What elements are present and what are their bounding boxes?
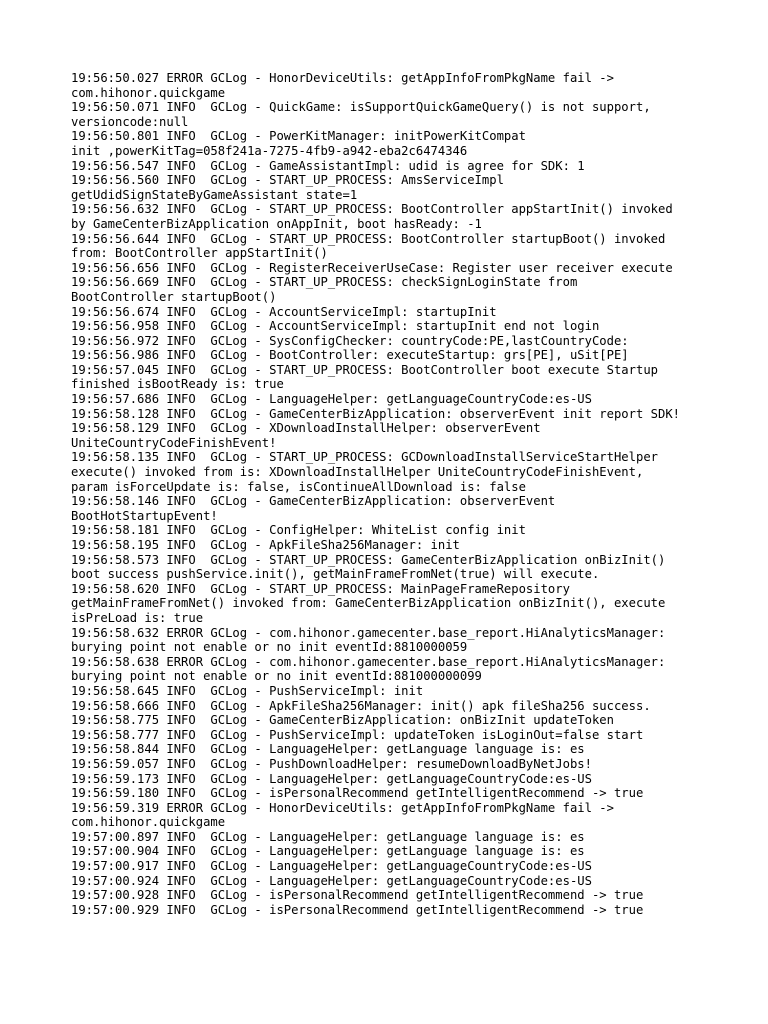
- log-line: from: BootController appStartInit(): [71, 246, 328, 261]
- log-line: getUdidSignStateByGameAssistant state=1: [71, 187, 358, 202]
- log-line: BootController startupBoot(): [71, 289, 277, 304]
- log-line: 19:56:58.638 ERROR GCLog - com.hihonor.gamecenter.base_report.HiAnalyticsManager:: [71, 654, 666, 669]
- log-line: 19:56:50.027 ERROR GCLog - HonorDeviceUtils: getAppInfoFromPkgName fail ->: [71, 71, 614, 85]
- log-line: 19:56:58.146 INFO GCLog - GameCenterBizApplication: observerEvent: [71, 494, 556, 509]
- log-line: 19:56:58.135 INFO GCLog - START_UP_PROCESS: GCDownloadInstallServiceStartHelper: [71, 450, 658, 465]
- log-line: 19:56:57.686 INFO GCLog - LanguageHelper: getLanguageCountryCode:es-US: [71, 392, 592, 407]
- log-line: 19:56:56.958 INFO GCLog - AccountServiceImpl: startupInit end not login: [71, 319, 600, 334]
- log-line: 19:56:58.620 INFO GCLog - START_UP_PROCESS: MainPageFrameRepository: [71, 581, 570, 596]
- log-line: 19:57:00.917 INFO GCLog - LanguageHelper: getLanguageCountryCode:es-US: [71, 859, 592, 874]
- log-line: BootHotStartupEvent!: [71, 508, 218, 523]
- log-line: 19:56:59.319 ERROR GCLog - HonorDeviceUtils: getAppInfoFromPkgName fail ->: [71, 800, 614, 815]
- log-line: getMainFrameFromNet() invoked from: GameCenterBizApplication onBizInit(), execute: [71, 596, 666, 611]
- log-line: 19:56:56.547 INFO GCLog - GameAssistantImpl: udid is agree for SDK: 1: [71, 158, 585, 173]
- log-line: 19:56:58.573 INFO GCLog - START_UP_PROCESS: GameCenterBizApplication onBizInit(): [71, 552, 666, 567]
- log-document: [71, 71, 731, 917]
- log-line: 19:56:56.656 INFO GCLog - RegisterReceiverUseCase: Register user receiver execute: [71, 260, 673, 275]
- log-line: 19:56:56.632 INFO GCLog - START_UP_PROCESS: BootController appStartInit() invoked: [71, 202, 673, 217]
- log-line: 19:56:58.195 INFO GCLog - ApkFileSha256Manager: init: [71, 538, 460, 552]
- log-line: 19:56:56.986 INFO GCLog - BootController: executeStartup: grs[PE], uSit[PE]: [71, 348, 629, 363]
- log-line: 19:56:50.071 INFO GCLog - QuickGame: isSupportQuickGameQuery() is not support,: [71, 100, 651, 115]
- log-line: 19:56:59.173 INFO GCLog - LanguageHelper: getLanguageCountryCode:es-US: [71, 771, 592, 786]
- log-line: 19:56:58.775 INFO GCLog - GameCenterBizApplication: onBizInit updateToken: [71, 713, 614, 728]
- log-line: 19:56:59.180 INFO GCLog - isPersonalRecommend getIntelligentRecommend -> true: [71, 786, 644, 801]
- log-line: UniteCountryCodeFinishEvent!: [71, 435, 277, 450]
- log-line: 19:57:00.904 INFO GCLog - LanguageHelper: getLanguage language is: es: [71, 844, 585, 859]
- log-line: isPreLoad is: true: [71, 610, 204, 625]
- log-line: 19:57:00.929 INFO GCLog - isPersonalRecommend getIntelligentRecommend -> true: [71, 902, 644, 917]
- log-line: 19:56:58.129 INFO GCLog - XDownloadInstallHelper: observerEvent: [71, 421, 541, 436]
- log-line: finished isBootReady is: true: [71, 377, 284, 392]
- log-line: 19:56:58.645 INFO GCLog - PushServiceImpl: init: [71, 683, 424, 698]
- log-line: burying point not enable or no init eventId:8810000059: [71, 640, 468, 655]
- log-line: burying point not enable or no init eventId:881000000099: [71, 669, 482, 684]
- log-line: 19:56:58.632 ERROR GCLog - com.hihonor.gamecenter.base_report.HiAnalyticsManager:: [71, 625, 666, 640]
- log-line: 19:56:57.045 INFO GCLog - START_UP_PROCESS: BootController boot execute Startup: [71, 362, 658, 377]
- log-line: 19:56:58.128 INFO GCLog - GameCenterBizApplication: observerEvent init report SDK!: [71, 406, 681, 421]
- log-line: 19:56:58.181 INFO GCLog - ConfigHelper: WhiteList config init: [71, 523, 526, 538]
- log-line: init ,powerKitTag=058f241a-7275-4fb9-a942-eba2c6474346: [71, 143, 468, 158]
- log-line: boot success pushService.init(), getMainFrameFromNet(true) will execute.: [71, 567, 600, 582]
- log-line: 19:56:56.972 INFO GCLog - SysConfigChecker: countryCode:PE,lastCountryCode:: [71, 333, 629, 348]
- log-line: 19:56:56.644 INFO GCLog - START_UP_PROCESS: BootController startupBoot() invoked: [71, 231, 666, 246]
- log-line: com.hihonor.quickgame: [71, 85, 226, 100]
- log-line: 19:56:58.666 INFO GCLog - ApkFileSha256Manager: init() apk fileSha256 success.: [71, 698, 651, 713]
- log-line: 19:56:56.560 INFO GCLog - START_UP_PROCESS: AmsServiceImpl: [71, 173, 504, 188]
- log-line: 19:57:00.897 INFO GCLog - LanguageHelper: getLanguage language is: es: [71, 829, 585, 844]
- log-line: 19:56:58.844 INFO GCLog - LanguageHelper: getLanguage language is: es: [71, 742, 585, 757]
- log-line: 19:56:58.777 INFO GCLog - PushServiceImpl: updateToken isLoginOut=false start: [71, 727, 644, 742]
- log-line: 19:57:00.924 INFO GCLog - LanguageHelper: getLanguageCountryCode:es-US: [71, 873, 592, 888]
- log-line: 19:56:50.801 INFO GCLog - PowerKitManager: initPowerKitCompat: [71, 129, 526, 144]
- log-line: 19:56:56.674 INFO GCLog - AccountServiceImpl: startupInit: [71, 304, 497, 319]
- log-line: 19:56:59.057 INFO GCLog - PushDownloadHelper: resumeDownloadByNetJobs!: [71, 756, 592, 771]
- log-line: param isForceUpdate is: false, isContinueAllDownload is: false: [71, 479, 526, 494]
- log-line: versioncode:null: [71, 114, 189, 129]
- log-line: com.hihonor.quickgame: [71, 815, 226, 830]
- log-line: execute() invoked from is: XDownloadInstallHelper UniteCountryCodeFinishEvent,: [71, 465, 644, 480]
- log-line: 19:57:00.928 INFO GCLog - isPersonalRecommend getIntelligentRecommend -> true: [71, 888, 644, 903]
- log-line: by GameCenterBizApplication onAppInit, boot hasReady: -1: [71, 216, 482, 231]
- log-line: 19:56:56.669 INFO GCLog - START_UP_PROCESS: checkSignLoginState from: [71, 275, 578, 290]
